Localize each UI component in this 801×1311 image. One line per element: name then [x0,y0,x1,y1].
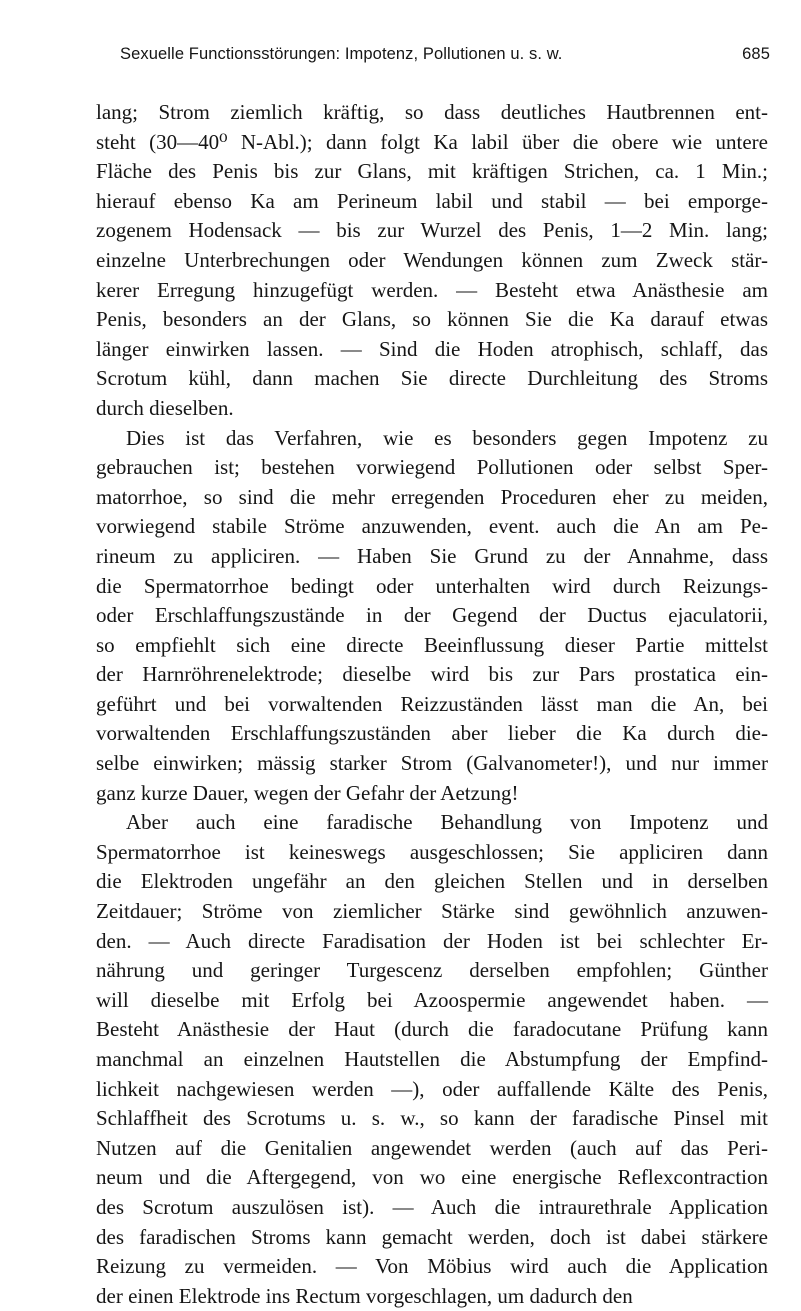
text-line: selbe einwirken; mässig starker Strom (Galvanometer!), und nur immer [96,751,768,776]
text-line: steht (30—40⁰ N-Abl.); dann folgt Ka labil über die obere wie untere [96,129,768,154]
text-line: so empfiehlt sich eine directe Beeinflussung dieser Partie mittelst [96,632,768,657]
text-line: hierauf ebenso Ka am Perineum labil und stabil — bei emporge- [96,188,768,213]
text-line: einzelne Unterbrechungen oder Wendungen können zum Zweck stär- [96,247,768,272]
text-line: zogenem Hodensack — bis zur Wurzel des Penis, 1—2 Min. lang; [96,218,768,243]
text-line: gebrauchen ist; bestehen vorwiegend Pollutionen oder selbst Sper- [96,455,768,480]
text-line: rineum zu appliciren. — Haben Sie Grund zu der Annahme, dass [96,543,768,568]
text-line: neum und die Aftergegend, von wo eine energische Reflexcontraction [96,1165,768,1190]
text-line: Scrotum kühl, dann machen Sie directe Durchleitung des Stroms [96,366,768,391]
text-line: vorwaltenden Erschlaffungszuständen aber lieber die Ka durch die- [96,721,768,746]
text-line: der Harnröhrenelektrode; dieselbe wird bis zur Pars prostatica ein- [96,662,768,687]
text-line: Besteht Anästhesie der Haut (durch die faradocutane Prüfung kann [96,1017,768,1042]
text-line: Nutzen auf die Genitalien angewendet werden (auch auf das Peri- [96,1135,768,1160]
text-line: Schlaffheit des Scrotums u. s. w., so kann der faradische Pinsel mit [96,1106,768,1131]
text-line: vorwiegend stabile Ströme anzuwenden, event. auch die An am Pe- [96,514,768,539]
text-line: Dies ist das Verfahren, wie es besonders gegen Impotenz zu [126,425,768,450]
text-line: nährung und geringer Turgescenz derselben empfohlen; Günther [96,958,768,983]
page-number: 685 [742,45,770,63]
text-line: die Spermatorrhoe bedingt oder unterhalten wird durch Reizungs- [96,573,768,598]
text-line: matorrhoe, so sind die mehr erregenden Proceduren eher zu meiden, [96,484,768,509]
text-line: manchmal an einzelnen Hautstellen die Abstumpfung der Empfind- [96,1047,768,1071]
text-line: des faradischen Stroms kann gemacht werden, doch ist dabei stärkere [96,1224,768,1249]
running-head [120,45,770,71]
text-line: durch dieselben. [96,395,234,420]
text-line: lichkeit nachgewiesen werden —), oder auffallende Kälte des Penis, [96,1076,768,1101]
text-line: den. — Auch directe Faradisation der Hoden ist bei schlechter Er- [96,928,768,953]
text-line: kerer Erregung hinzugefügt werden. — Besteht etwa Anästhesie am [96,277,768,302]
text-line: Fläche des Penis bis zur Glans, mit kräftigen Strichen, ca. 1 Min.; [96,159,768,184]
text-line: länger einwirken lassen. — Sind die Hoden atrophisch, schlaff, das [96,336,768,361]
text-line: ganz kurze Dauer, wegen der Gefahr der Aetzung! [96,780,519,805]
text-line: oder Erschlaffungszustände in der Gegend der Ductus ejaculatorii, [96,603,768,628]
text-line: Aber auch eine faradische Behandlung von Impotenz und [126,810,768,835]
text-line: lang; Strom ziemlich kräftig, so dass deutliches Hautbrennen ent- [96,100,768,124]
running-title: Sexuelle Functionsstörungen: Impotenz, Pollutionen u. s. w. [120,45,563,63]
text-line: geführt und bei vorwaltenden Reizzuständen lässt man die An, bei [96,691,768,716]
text-line: will dieselbe mit Erfolg bei Azoospermie angewendet haben. — [96,987,768,1012]
text-line: die Elektroden ungefähr an den gleichen Stellen und in derselben [96,869,768,894]
text-line: der einen Elektrode ins Rectum vorgeschlagen, um dadurch den [96,1283,633,1308]
body-text [96,98,768,1311]
text-line: Zeitdauer; Ströme von ziemlicher Stärke sind gewöhnlich anzuwen- [96,899,768,924]
text-line: Penis, besonders an der Glans, so können Sie die Ka darauf etwas [96,307,768,332]
text-line: Spermatorrhoe ist keineswegs ausgeschlossen; Sie appliciren dann [96,839,768,864]
text-line: des Scrotum auszulösen ist). — Auch die intraurethrale Application [96,1194,768,1219]
text-line: Reizung zu vermeiden. — Von Möbius wird auch die Application [96,1254,768,1279]
